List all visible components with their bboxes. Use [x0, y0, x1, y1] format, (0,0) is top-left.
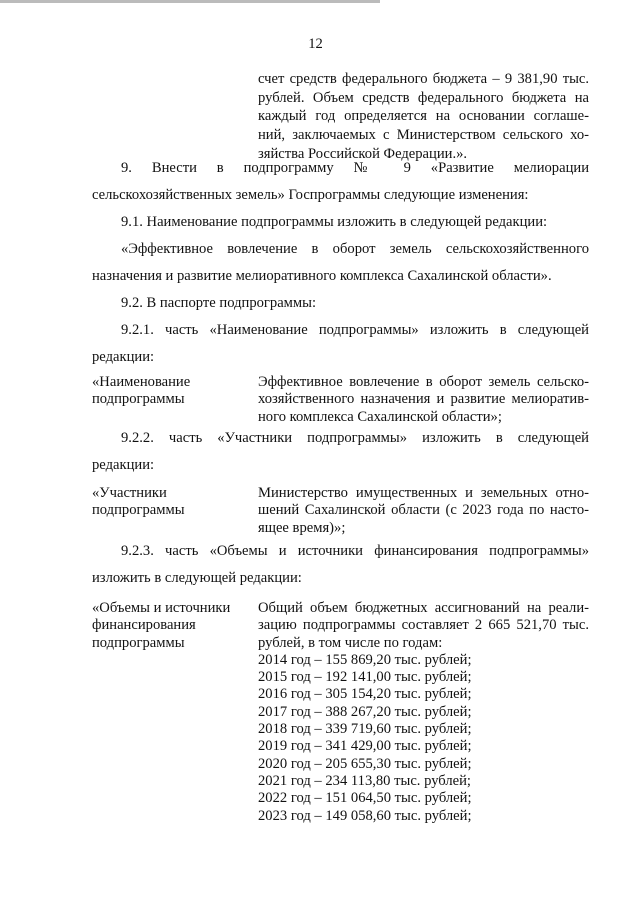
year-line: 2017 год – 388 267,20 тыс. рублей; [258, 703, 472, 720]
label-line: подпрограммы [92, 502, 185, 519]
item-9-2-2-line1: 9.2.2. часть «Участники подпрограммы» изложить в следующей [121, 430, 589, 446]
item-9-line2: сельскохозяйственных земель» Госпрограммы следующие изменения: [92, 187, 529, 203]
item-9-2: 9.2. В паспорте подпрограммы: [121, 295, 317, 311]
text-line: ний, заключаемых с Министерством сельского хо- [258, 127, 589, 144]
text-line: счет средств федерального бюджета – 9 381,90 тыс. [258, 71, 589, 87]
label-line: подпрограммы [92, 391, 185, 408]
value-line: хозяйственного назначения и развитие мелиоратив- [258, 391, 589, 408]
row-value-name [258, 374, 589, 426]
row-value-funding [258, 600, 589, 825]
year-line: 2022 год – 151 064,50 тыс. рублей; [258, 790, 472, 807]
year-line: 2015 год – 192 141,00 тыс. рублей; [258, 669, 472, 686]
value-line: Эффективное вовлечение в оборот земель сельско- [258, 374, 589, 390]
year-line: 2014 год – 155 869,20 тыс. рублей; [258, 651, 472, 668]
text-line: зяйства Российской Федерации.». [258, 145, 468, 162]
value-line: ного комплекса Сахалинской области»; [258, 408, 502, 425]
value-line: зацию подпрограммы составляет 2 665 521,70 тыс. [258, 617, 589, 634]
label-line: «Наименование [92, 374, 191, 390]
label-line: «Объемы и источники [92, 600, 231, 616]
value-line: Общий объем бюджетных ассигнований на реали- [258, 600, 589, 616]
year-line: 2021 год – 234 113,80 тыс. рублей; [258, 772, 471, 789]
text-line: каждый год определяется на основании соглаше- [258, 108, 589, 125]
label-line: «Участники [92, 485, 167, 501]
year-line: 2019 год – 341 429,00 тыс. рублей; [258, 738, 472, 755]
value-line: рублей, в том числе по годам: [258, 634, 443, 651]
row-label-participants [92, 485, 185, 520]
page-number: 12 [308, 36, 323, 52]
item-9-1-quote-line1: «Эффективное вовлечение в оборот земель сельскохозяйственного [121, 241, 589, 257]
year-line: 2023 год – 149 058,60 тыс. рублей; [258, 807, 472, 824]
value-line: ящее время)»; [258, 519, 346, 536]
scan-edge-line [0, 0, 380, 3]
item-9-1: 9.1. Наименование подпрограммы изложить в следующей редакции: [121, 214, 548, 230]
row-label-name [92, 374, 190, 409]
row-value-participants [258, 485, 589, 537]
funding-continuation [258, 70, 589, 164]
item-9-2-3-line2: изложить в следующей редакции: [92, 570, 302, 586]
year-line: 2020 год – 205 655,30 тыс. рублей; [258, 755, 472, 772]
text-line: рублей. Объем средств федерального бюджета на [258, 89, 589, 106]
row-label-funding [92, 600, 230, 652]
year-line: 2018 год – 339 719,60 тыс. рублей; [258, 721, 472, 738]
label-line: подпрограммы [92, 634, 185, 651]
value-line: шений Сахалинской области (с 2023 года по насто- [258, 502, 589, 519]
label-line: финансирования [92, 617, 196, 634]
year-line: 2016 год – 305 154,20 тыс. рублей; [258, 686, 472, 703]
item-9-1-quote-line2: назначения и развитие мелиоративного комплекса Сахалинской области». [92, 268, 552, 284]
item-9-line1: 9. Внести в подпрограмму № 9 «Развитие мелиорации [121, 160, 589, 176]
item-9-2-2-line2: редакции: [92, 457, 155, 473]
value-line: Министерство имущественных и земельных отно- [258, 485, 589, 501]
item-9-2-3-line1: 9.2.3. часть «Объемы и источники финансирования подпрограммы» [121, 543, 589, 559]
item-9-2-1-line1: 9.2.1. часть «Наименование подпрограммы» изложить в следующей [121, 322, 589, 338]
item-9-2-1-line2: редакции: [92, 349, 155, 365]
